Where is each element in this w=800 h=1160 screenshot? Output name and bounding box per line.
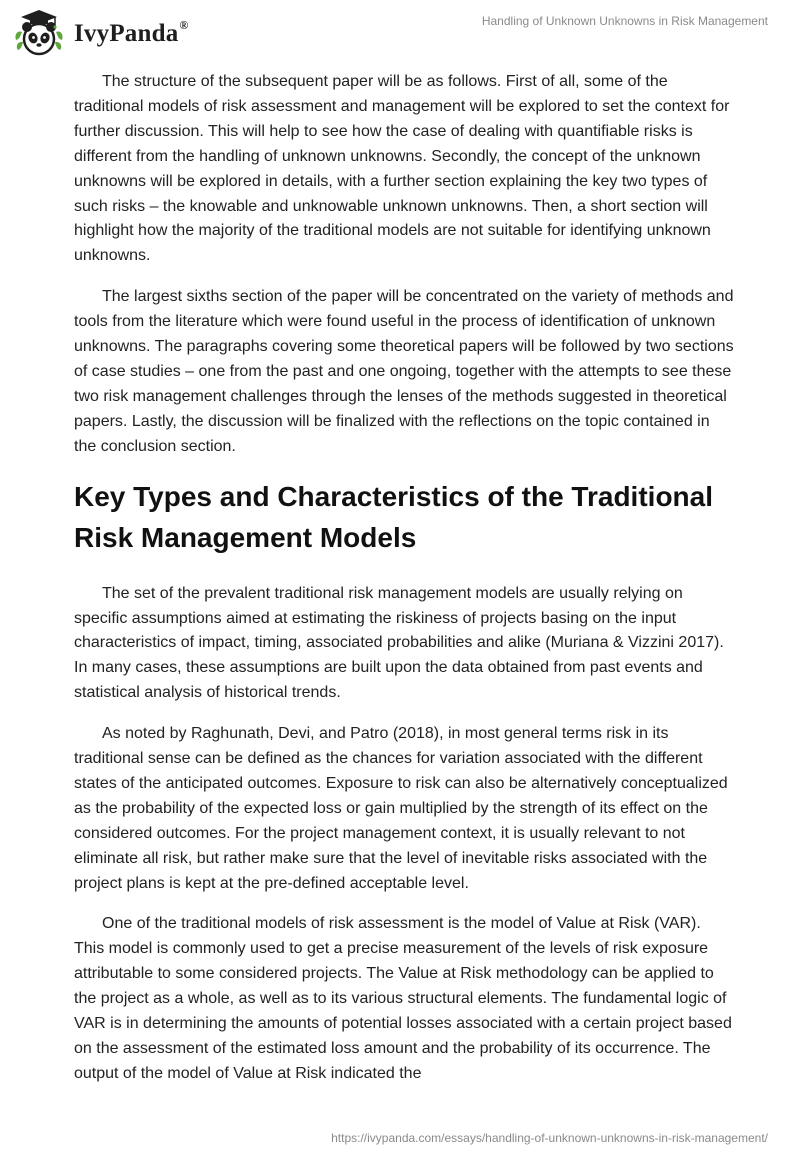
section-heading: Key Types and Characteristics of the Traditional Risk Management Models — [74, 480, 713, 553]
page-header — [0, 0, 800, 70]
source-url-link[interactable]: https://ivypanda.com/essays/handling-of-unknown-unknowns-in-risk-management/ — [331, 1131, 768, 1145]
running-title: Handling of Unknown Unknowns in Risk Management — [481, 14, 768, 28]
paragraph-value-at-risk: One of the traditional models of risk assessment is the model of Value at Risk (VAR). This model is commonly used to get a precise measurement of the levels of risk exposure attributable to some considered projects. The Value at Risk methodology can be applied to the project as a whole, as well as to its various structural elements. The fundamental logic of VAR is in determining the amounts of potential losses associated with a certain project based on the assessment of the estimated loss amount and the probability of its occurrence. The output of the model of Value at Risk indicated the — [74, 915, 732, 1082]
paragraph-structure: The structure of the subsequent paper will be as follows. First of all, some of the traditional models of risk assessment and management will be explored to set the context for further discussion. This will help to see how the case of dealing with quantifiable risks is different from the handling of unknown unknowns. Secondly, the concept of the unknown unknowns will be explored in details, with a further section explaining the key two types of such risks – the knowable and unknowable unknown unknowns. Then, a short section will highlight how the majority of the traditional models are not suitable for identifying unknown unknowns. — [74, 73, 730, 265]
paragraph-sixth-section: The largest sixths section of the paper will be concentrated on the variety of methods and tools from the literature which were found useful in the process of identification of unknown unknowns. The paragraphs covering some theoretical papers will be followed by two sections of case studies – one from the past and one ongoing, together with the attempts to see these two risk management challenges through the lenses of the methods suggested in theoretical papers. Lastly, the discussion will be finalized with the reflections on the topic contained in the conclusion section. — [74, 288, 734, 455]
logo-text: IvyPanda — [74, 20, 179, 47]
essay-body — [74, 70, 734, 1103]
panda-graduate-icon — [12, 6, 66, 60]
ivypanda-logo[interactable] — [12, 6, 189, 60]
paragraph-risk-definition: As noted by Raghunath, Devi, and Patro (2018), in most general terms risk in its traditional sense can be defined as the chances for variation associated with the different states of the anticipated outcomes. Exposure to risk can also be alternatively conceptualized as the probability of the expected loss or gain multiplied by the strength of its effect on the considered outcomes. For the project management context, it is usually relevant to not eliminate all risk, but rather make sure that the level of inevitable risks associated with the project plans is kept at the pre-defined acceptable level. — [74, 725, 728, 892]
paragraph-traditional-models: The set of the prevalent traditional risk management models are usually relying on specific assumptions aimed at estimating the riskiness of projects basing on the input characteristics of impact, timing, associated probabilities and alike (Muriana & Vizzini 2017). In many cases, these assumptions are built upon the data obtained from past events and statistical analysis of historical trends. — [74, 584, 724, 702]
registered-mark: ® — [179, 18, 189, 32]
logo-wordmark — [74, 18, 189, 48]
